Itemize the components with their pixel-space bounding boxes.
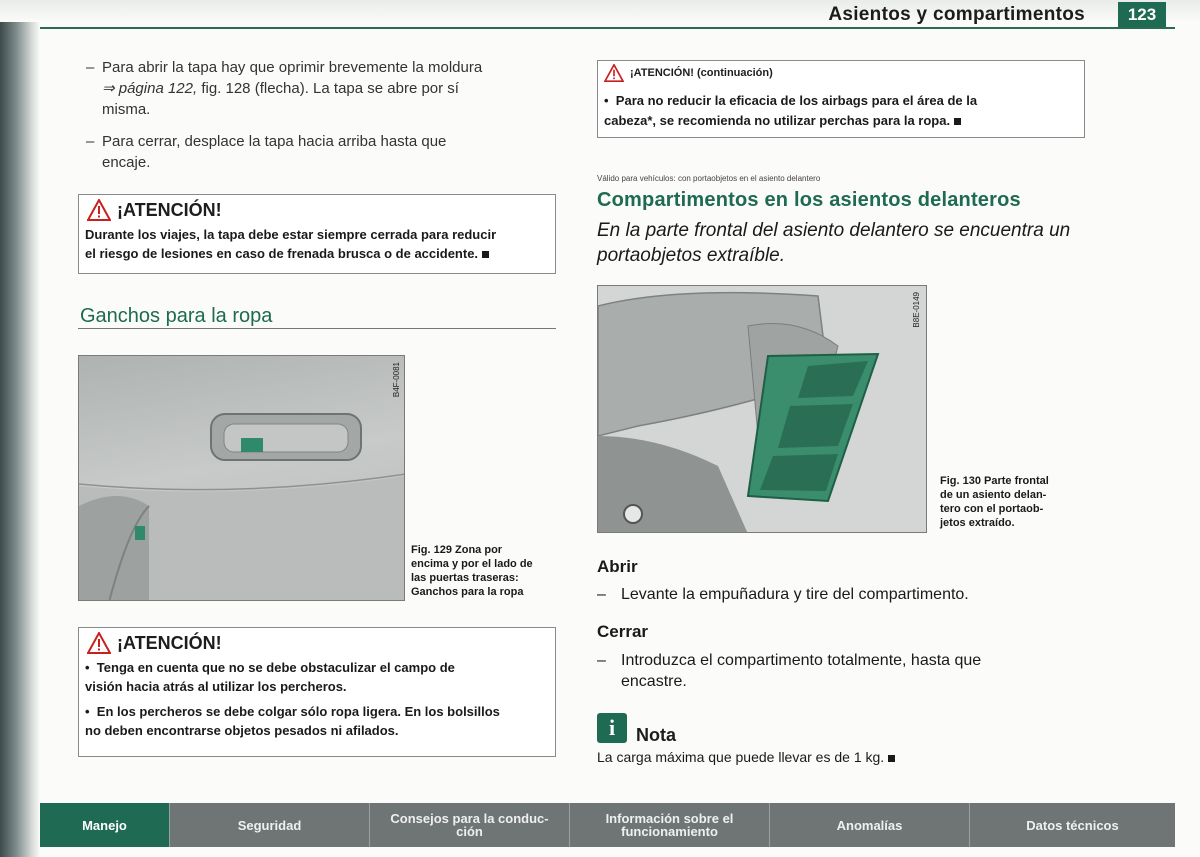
step-line: encaje. xyxy=(102,154,151,171)
step-close-compartment xyxy=(597,650,1067,692)
warning-header xyxy=(598,61,1084,85)
subheading-open: Abrir xyxy=(597,557,638,576)
step-line: misma. xyxy=(102,101,151,118)
step-line xyxy=(86,78,556,99)
warning-line xyxy=(604,111,1078,131)
seat-drawer-illustration xyxy=(598,286,927,533)
nav-tab-label: ción xyxy=(456,824,483,839)
warning-line-text: el riesgo de lesiones en caso de frenada brusca o de accidente. xyxy=(85,246,479,261)
nav-tab-label: Información sobre el xyxy=(605,811,734,826)
figure-code: B8E-0149 xyxy=(912,292,921,328)
warning-bullet xyxy=(85,702,549,721)
bullet-icon: • xyxy=(85,660,90,675)
nav-tab-consejos[interactable] xyxy=(370,803,570,847)
step-line-rest: fig. 128 (flecha). La tapa se abre por sí xyxy=(197,80,459,97)
step-close-lid xyxy=(86,131,556,173)
warning-line-text: no deben encontrarse objetos pesados ni afilados. xyxy=(85,723,399,738)
caption-line: Ganchos para la ropa xyxy=(411,586,524,598)
section-title-hooks: Ganchos para la ropa xyxy=(80,305,273,327)
warning-header xyxy=(79,628,555,658)
nav-tab-informacion[interactable] xyxy=(570,803,770,847)
validity-note: Válido para vehículos: con portaobjetos en el asiento delantero xyxy=(597,174,821,183)
end-mark-icon xyxy=(482,251,489,258)
page-binding-shadow xyxy=(0,0,40,857)
caption-line: de un asiento delan- xyxy=(940,489,1047,501)
lead-line: En la parte frontal del asiento delantero se encuentra un xyxy=(597,220,1071,241)
lead-line: portaobjetos extraíble. xyxy=(597,245,786,266)
caption-line: encima y por el lado de xyxy=(411,558,533,570)
step-dash: – xyxy=(597,652,606,669)
step-dash: – xyxy=(86,133,95,150)
warning-title: ¡ATENCIÓN! (continuación) xyxy=(630,67,773,79)
nav-tab-label: Datos técnicos xyxy=(1026,817,1119,833)
nav-tab-label: Seguridad xyxy=(237,817,302,833)
warning-box-lid xyxy=(78,194,556,274)
step-dash: – xyxy=(597,586,606,603)
caption-line: las puertas traseras: xyxy=(411,572,519,584)
lead-paragraph xyxy=(597,218,1097,268)
warning-header xyxy=(79,195,555,225)
end-mark-icon xyxy=(954,118,961,125)
step-line: Levante la empuñadura y tire del compartimento. xyxy=(621,586,969,603)
warning-title: ¡ATENCIÓN! xyxy=(117,199,222,220)
figure-caption-129 xyxy=(411,543,557,599)
warning-triangle-icon xyxy=(87,632,111,654)
warning-text xyxy=(598,85,1084,135)
chapter-navigation xyxy=(40,803,1175,847)
figure-code: B4F-0081 xyxy=(392,362,401,398)
nav-tab-anomalias[interactable] xyxy=(770,803,970,847)
warning-line-text: Tenga en cuenta que no se debe obstaculizar el campo de xyxy=(96,660,455,675)
page-reference-link[interactable]: ⇒ página 122, xyxy=(102,80,198,97)
warning-box-hooks xyxy=(78,627,556,757)
bullet-icon: • xyxy=(604,93,609,108)
warning-line xyxy=(85,244,549,263)
step-open-lid xyxy=(86,57,556,120)
step-line: encastre. xyxy=(621,673,687,690)
bullet-icon: • xyxy=(85,704,90,719)
nav-tab-datos-tecnicos[interactable] xyxy=(970,803,1175,847)
nav-tab-label: funcionamiento xyxy=(621,824,718,839)
nav-tab-label: Consejos para la conduc- xyxy=(390,811,549,826)
step-line: Para cerrar, desplace la tapa hacia arriba hasta que xyxy=(102,133,447,150)
note-text-line: La carga máxima que puede llevar es de 1 kg. xyxy=(597,749,885,765)
section-title-front-compartments: Compartimentos en los asientos delanteros xyxy=(597,189,1021,211)
warning-text xyxy=(79,658,555,744)
step-line: Para abrir la tapa hay que oprimir brevemente la moldura xyxy=(102,59,483,76)
header-rule xyxy=(40,27,1175,29)
note-text xyxy=(597,749,895,765)
warning-title: ¡ATENCIÓN! xyxy=(117,632,222,653)
caption-line: tero con el portaob- xyxy=(940,503,1044,515)
caption-line: Fig. 129 Zona por xyxy=(411,544,503,556)
figure-seat-drawer xyxy=(597,285,927,533)
figure-caption-130 xyxy=(940,474,1086,530)
nav-tab-manejo[interactable] xyxy=(40,803,170,847)
warning-line-text: visión hacia atrás al utilizar los percheros. xyxy=(85,679,347,694)
warning-triangle-icon xyxy=(87,199,111,221)
warning-triangle-icon xyxy=(604,64,624,82)
step-dash: – xyxy=(86,59,95,76)
caption-line: Fig. 130 Parte frontal xyxy=(940,475,1049,487)
caption-line: jetos extraído. xyxy=(940,517,1015,529)
end-mark-icon xyxy=(888,755,895,762)
warning-text xyxy=(79,225,555,267)
warning-box-continued xyxy=(597,60,1085,138)
step-open-compartment xyxy=(597,584,1067,605)
warning-line-text: cabeza*, se recomienda no utilizar perchas para la ropa. xyxy=(604,113,951,128)
section-rule xyxy=(78,328,556,329)
note-title: Nota xyxy=(636,725,676,745)
warning-line-text: Para no reducir la eficacia de los airbags para el área de la xyxy=(615,93,978,108)
coat-hook-illustration xyxy=(79,356,405,601)
warning-line: Durante los viajes, la tapa debe estar siempre cerrada para reducir xyxy=(85,227,497,242)
info-icon: i xyxy=(597,713,627,743)
subheading-close: Cerrar xyxy=(597,622,649,641)
warning-line-text: En los percheros se debe colgar sólo ropa ligera. En los bolsillos xyxy=(96,704,500,719)
nav-tab-label: Anomalías xyxy=(836,817,903,833)
page-header-title: Asientos y compartimentos xyxy=(828,4,1085,25)
figure-coat-hook xyxy=(78,355,405,601)
step-line: Introduzca el compartimento totalmente, hasta que xyxy=(621,652,982,669)
nav-tab-label: Manejo xyxy=(82,817,127,833)
warning-bullet xyxy=(85,658,549,677)
page-number: 123 xyxy=(1118,2,1166,28)
warning-bullet xyxy=(604,91,1078,111)
nav-tab-seguridad[interactable] xyxy=(170,803,370,847)
